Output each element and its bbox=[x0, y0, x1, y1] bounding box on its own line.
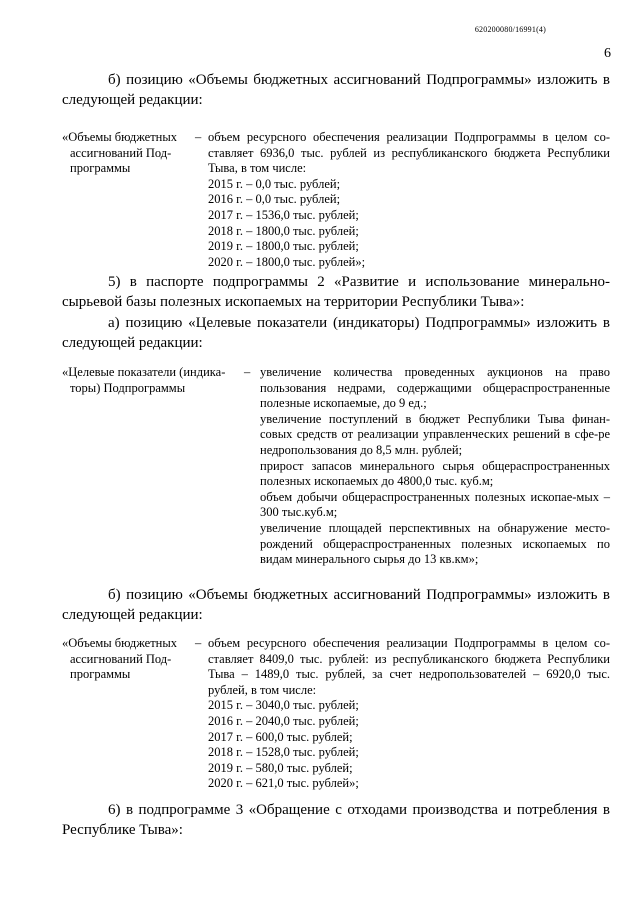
indicator-item: прирост запасов минерального сырья общераспространенных полезных ископаемых до 4800,0 тыс. куб.м; bbox=[260, 458, 610, 489]
paragraph-6-subprogram-3: 6) в подпрограмме 3 «Обращение с отходами производства и потребления в Республике Тыва»: bbox=[62, 802, 610, 838]
budget-2-year-2015: 2015 г. – 3040,0 тыс. рублей; bbox=[208, 698, 359, 713]
budget-2-year-2020: 2020 г. – 621,0 тыс. рублей»; bbox=[208, 776, 359, 791]
paragraph-b-budget-2: б) позицию «Объемы бюджетных ассигнований Подпрограммы» изложить в следующей редакции: bbox=[62, 587, 610, 623]
budget-1-year-2019: 2019 г. – 1800,0 тыс. рублей; bbox=[208, 239, 359, 254]
budget-2-year-2019: 2019 г. – 580,0 тыс. рублей; bbox=[208, 760, 353, 775]
budget-1-year-2015: 2015 г. – 0,0 тыс. рублей; bbox=[208, 176, 341, 191]
budget-2-year-2018: 2018 г. – 1528,0 тыс. рублей; bbox=[208, 745, 359, 760]
paragraph-b-budget-1: б) позицию «Объемы бюджетных ассигнований Подпрограммы» изложить в следующей редакции: bbox=[62, 72, 610, 108]
table-indicators-value bbox=[260, 365, 610, 568]
table-budget-2-dash: – bbox=[195, 636, 202, 650]
table-indicators-dash: – bbox=[244, 365, 251, 379]
table-budget-1-value bbox=[208, 130, 610, 270]
budget-1-year-2017: 2017 г. – 1536,0 тыс. рублей; bbox=[208, 207, 359, 222]
budget-1-year-2016: 2016 г. – 0,0 тыс. рублей; bbox=[208, 192, 341, 207]
table-indicators-label: «Целевые показатели (индика- торы) Подпрограммы bbox=[62, 365, 226, 395]
table-budget-2-label: «Объемы бюджетных ассигнований Под- программы bbox=[62, 636, 178, 682]
table-budget-2-value bbox=[208, 636, 610, 792]
indicator-item: увеличение поступлений в бюджет Республики Тыва финан-совых средств от реализации управленческих решений в сфе-ре недропользования до 8,5 млн. рублей; bbox=[260, 411, 610, 457]
budget-2-year-2017: 2017 г. – 600,0 тыс. рублей; bbox=[208, 729, 353, 744]
table-budget-2-intro: объем ресурсного обеспечения реализации Подпрограммы в целом со-ставляет 8409,0 тыс. рублей: из республиканского бюджета Республики Тыва – 1489,0 тыс. рублей, за счет недропользователей – 6920,0 тыс. рублей, в том числе: bbox=[208, 636, 610, 697]
budget-1-year-2020: 2020 г. – 1800,0 тыс. рублей»; bbox=[208, 254, 366, 269]
budget-1-year-2018: 2018 г. – 1800,0 тыс. рублей; bbox=[208, 223, 359, 238]
paragraph-5-subprogram-2: 5) в паспорте подпрограммы 2 «Развитие и использование минерально-сырьевой базы полезных ископаемых на территории Республики Тыва»: bbox=[62, 274, 610, 310]
indicator-item: увеличение площадей перспективных на обнаружение место-рождений общераспространенных полезных ископаемых по видам минерального сырья до 13 кв.км»; bbox=[260, 520, 610, 567]
page-number: 6 bbox=[604, 46, 611, 61]
indicator-item: увеличение количества проведенных аукционов на право пользования недрами, содержащими общераспространенные полезные ископаемые, до 9 ед.; bbox=[260, 365, 610, 411]
document-number: 620200080/16991(4) bbox=[474, 25, 546, 34]
table-budget-1-intro: объем ресурсного обеспечения реализации Подпрограммы в целом со-ставляет 6936,0 тыс. рублей из республиканского бюджета Республики Тыва, в том числе: bbox=[208, 130, 610, 176]
indicator-item: объем добычи общераспространенных полезных ископае-мых – 300 тыс.куб.м; bbox=[260, 489, 610, 520]
budget-2-year-2016: 2016 г. – 2040,0 тыс. рублей; bbox=[208, 713, 359, 728]
table-budget-1-dash: – bbox=[195, 130, 202, 144]
paragraph-a-indicators: а) позицию «Целевые показатели (индикаторы) Подпрограммы» изложить в следующей редакции: bbox=[62, 315, 610, 351]
table-budget-1-label: «Объемы бюджетных ассигнований Под- программы bbox=[62, 130, 178, 176]
